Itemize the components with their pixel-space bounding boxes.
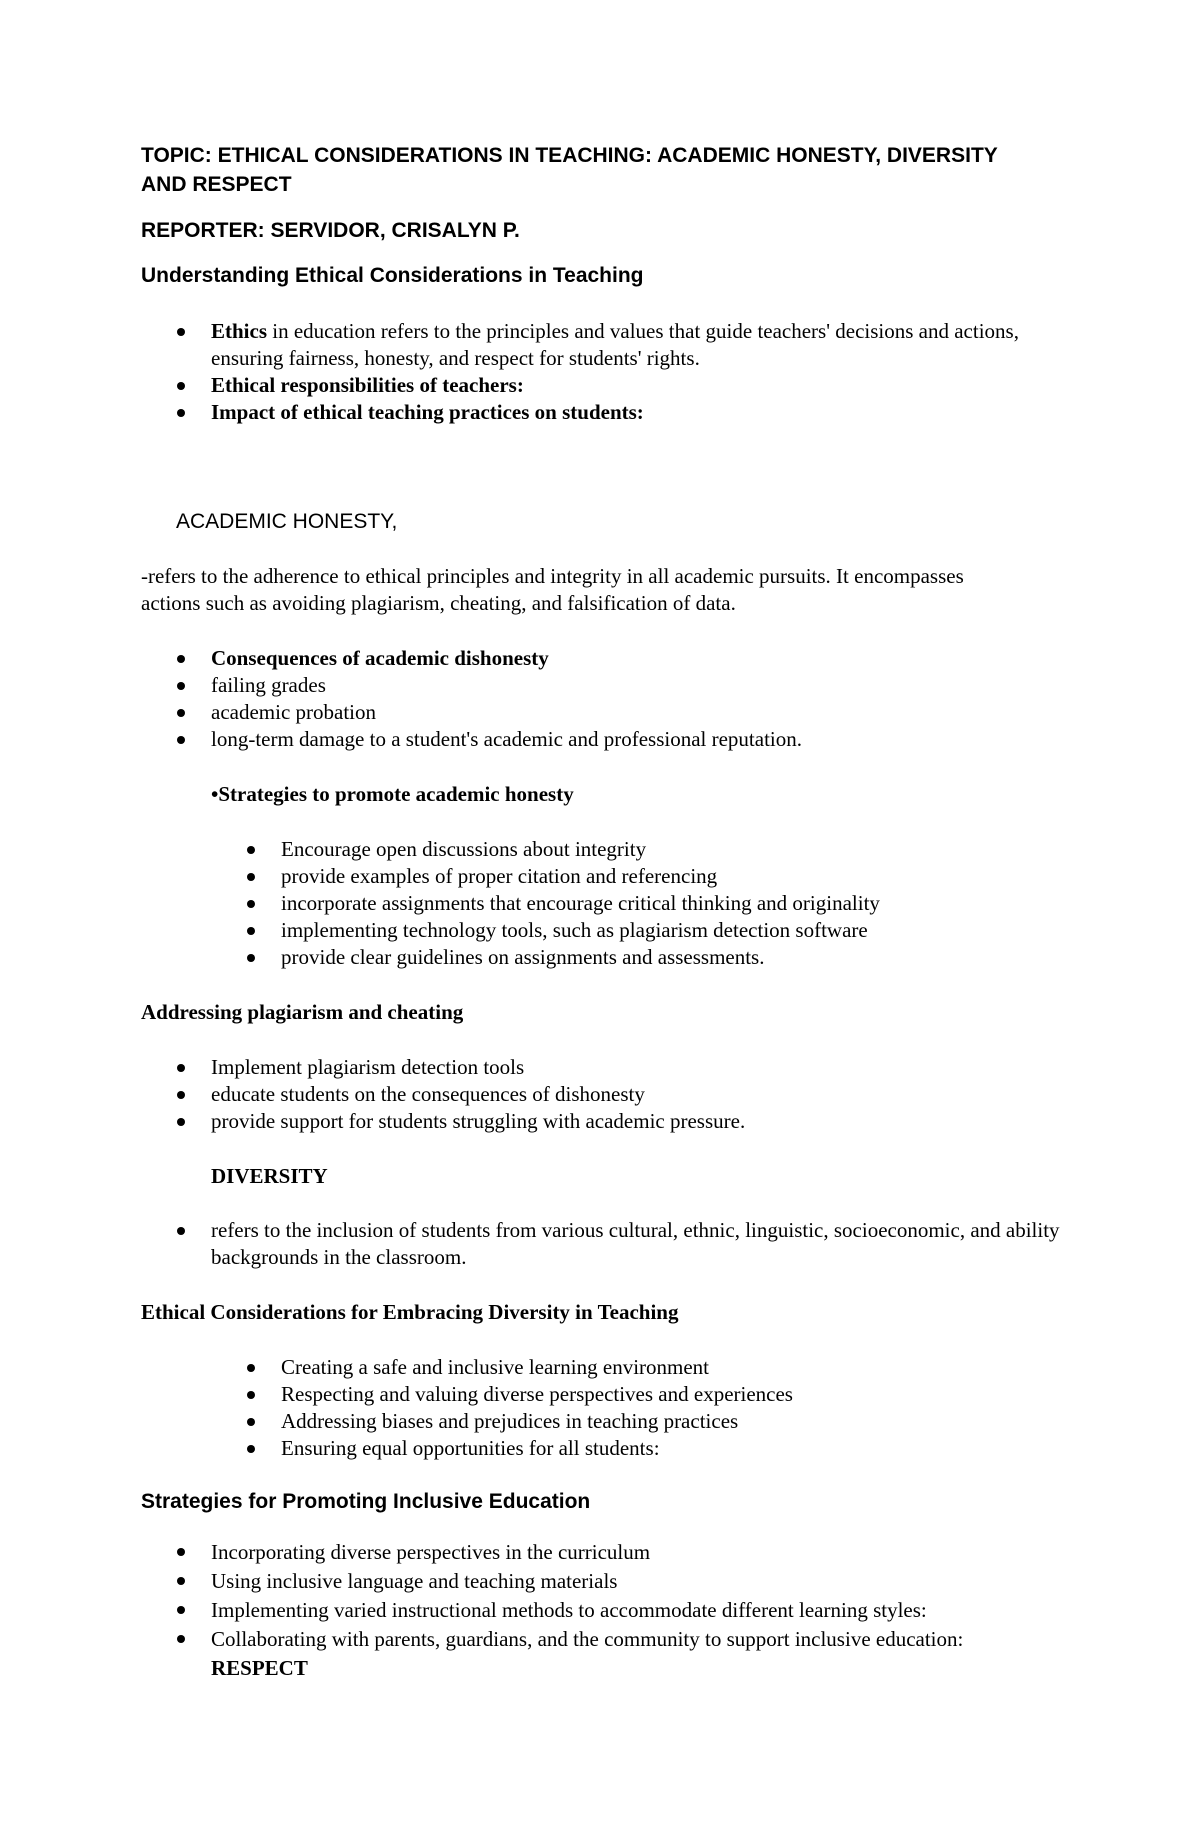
diversity-definition-list (211, 1217, 1081, 1271)
inclusive-list (211, 1538, 1091, 1683)
understanding-list (211, 318, 1091, 426)
bullet-icon (177, 1577, 185, 1585)
list-item: Implementing varied instructional methods to accommodate different learning styles: (211, 1596, 1091, 1625)
bullet-icon (177, 709, 185, 717)
list-item: educate students on the consequences of dishonesty (211, 1081, 1091, 1108)
ethical-diversity-list (281, 1354, 1101, 1462)
list-item: Encourage open discussions about integrity (281, 836, 1101, 863)
list-item: Using inclusive language and teaching materials (211, 1567, 1091, 1596)
bullet-icon (247, 954, 255, 962)
bullet-icon (177, 1064, 185, 1072)
list-item: Creating a safe and inclusive learning environment (281, 1354, 1101, 1381)
bullet-icon (177, 382, 185, 390)
bullet-icon (247, 900, 255, 908)
list-item: Impact of ethical teaching practices on students: (211, 399, 1091, 426)
strategies-heading: •Strategies to promote academic honesty (211, 782, 574, 806)
academic-honesty-definition: -refers to the adherence to ethical principles and integrity in all academic pursuits. It encompasses actions such as avoiding plagiarism, cheating, and falsification of data. (141, 564, 964, 615)
list-item: failing grades (211, 672, 1091, 699)
list-item: Ethics in education refers to the principles and values that guide teachers' decisions and actions, ensuring fairness, honesty, and respect for students' rights. (211, 318, 1091, 372)
bullet-icon (177, 1635, 185, 1643)
bullet-icon (247, 1364, 255, 1372)
understanding-heading: Understanding Ethical Considerations in Teaching (141, 264, 644, 287)
respect-heading: RESPECT (211, 1656, 308, 1680)
strategies-list (281, 836, 1101, 971)
list-item: refers to the inclusion of students from various cultural, ethnic, linguistic, socioeconomic, and ability backgrounds in the classroom. (211, 1217, 1081, 1271)
list-item: implementing technology tools, such as plagiarism detection software (281, 917, 1101, 944)
list-item: Collaborating with parents, guardians, and the community to support inclusive education: RESPECT (211, 1625, 1091, 1683)
list-item: provide clear guidelines on assignments and assessments. (281, 944, 1101, 971)
list-item: Addressing biases and prejudices in teaching practices (281, 1408, 1101, 1435)
bullet-icon (247, 1391, 255, 1399)
list-item: Respecting and valuing diverse perspectives and experiences (281, 1381, 1101, 1408)
bullet-icon (247, 873, 255, 881)
list-item: Ethical responsibilities of teachers: (211, 372, 1091, 399)
ethical-diversity-heading: Ethical Considerations for Embracing Diversity in Teaching (141, 1300, 679, 1324)
list-item: Consequences of academic dishonesty (211, 645, 1091, 672)
bullet-icon (177, 328, 185, 336)
bullet-icon (247, 927, 255, 935)
list-item: academic probation (211, 699, 1091, 726)
bullet-icon (247, 1445, 255, 1453)
list-item: provide support for students struggling with academic pressure. (211, 1108, 1091, 1135)
topic-title: TOPIC: ETHICAL CONSIDERATIONS IN TEACHING: ACADEMIC HONESTY, DIVERSITY AND RESPECT (141, 144, 998, 196)
plagiarism-heading: Addressing plagiarism and cheating (141, 1000, 464, 1024)
bullet-icon (177, 409, 185, 417)
list-item: provide examples of proper citation and referencing (281, 863, 1101, 890)
bullet-icon (177, 1548, 185, 1556)
academic-honesty-heading: ACADEMIC HONESTY, (176, 510, 398, 533)
bullet-icon (177, 1606, 185, 1614)
bullet-icon (177, 1091, 185, 1099)
list-item: long-term damage to a student's academic and professional reputation. (211, 726, 1091, 753)
reporter-line: REPORTER: SERVIDOR, CRISALYN P. (141, 219, 520, 242)
bullet-icon (247, 846, 255, 854)
list-item: Implement plagiarism detection tools (211, 1054, 1091, 1081)
bullet-icon (177, 682, 185, 690)
bullet-icon (177, 1227, 185, 1235)
diversity-heading: DIVERSITY (211, 1164, 328, 1188)
bullet-icon (247, 1418, 255, 1426)
consequences-list (211, 645, 1091, 753)
inclusive-heading: Strategies for Promoting Inclusive Education (141, 1490, 591, 1513)
bullet-icon (177, 736, 185, 744)
bullet-icon (177, 655, 185, 663)
list-item: Ensuring equal opportunities for all students: (281, 1435, 1101, 1462)
list-item: Incorporating diverse perspectives in the curriculum (211, 1538, 1091, 1567)
plagiarism-list (211, 1054, 1091, 1135)
bullet-icon (177, 1118, 185, 1126)
list-item: incorporate assignments that encourage critical thinking and originality (281, 890, 1101, 917)
